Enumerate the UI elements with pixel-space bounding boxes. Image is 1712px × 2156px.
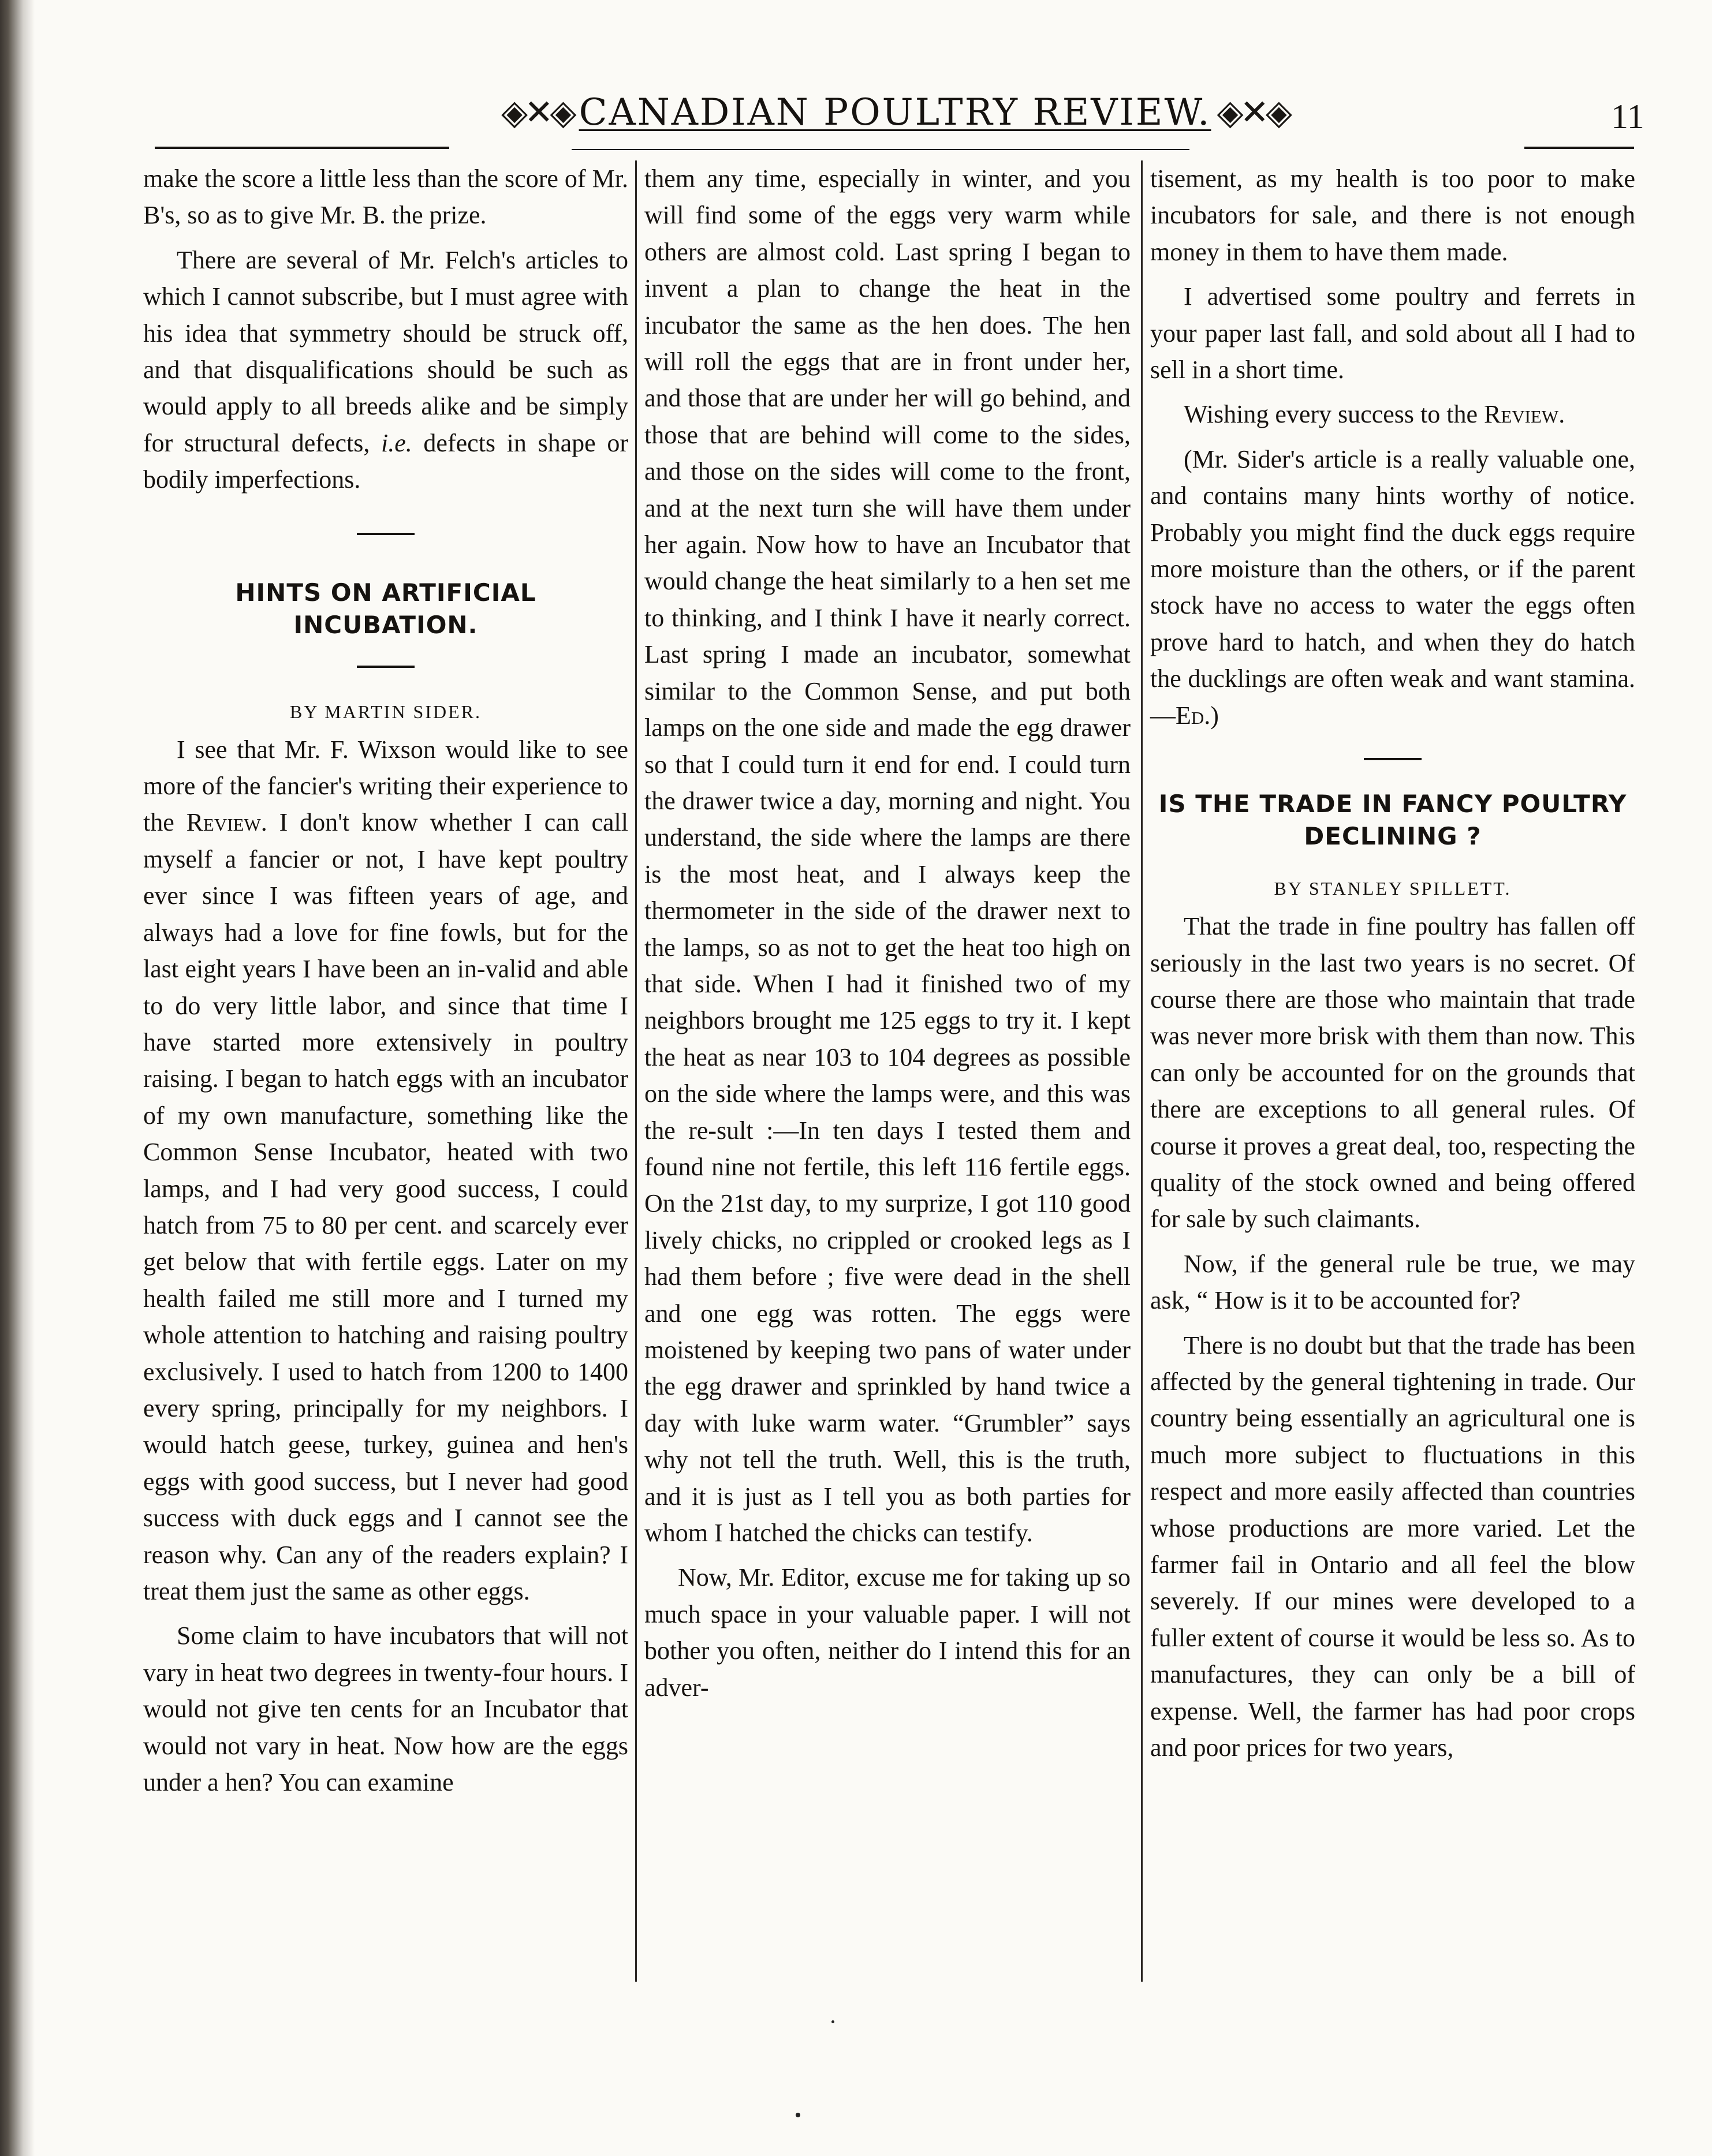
column-3: [1150, 160, 1635, 1774]
byline: BY STANLEY SPILLETT.: [1274, 878, 1512, 899]
paragraph: Some claim to have incubators that will not vary in heat two degrees in twenty-four hours. I would not give ten cents for an Incubator that would not vary in heat. Now how are the eggs under a hen? You can examine: [143, 1621, 628, 1797]
article-heading: IS THE TRADE IN FANCY POULTRY DECLINING ?: [1158, 790, 1627, 851]
paragraph: Now, Mr. Editor, excuse me for taking up so much space in your valuable paper. I will not bother you often, neither do I intend this for an adver-: [644, 1563, 1131, 1702]
paragraph: I see that Mr. F. Wixson would like to see more of the fancier's writing their experience to the Review. I don't know whether I can call myself a fancier or not, I have kept poultry ever since I was fifteen years of age, and always had a love for fine fowls, but for the last eight years I have been an in-valid and able to do very little labor, and since that time I have started more extensively in poultry raising. I began to hatch eggs with an incubator of my own manufacture, something like the Common Sense Incubator, heated with two lamps, and I had very good success, I could hatch from 75 to 80 per cent. and scarcely ever get below that with fertile eggs. Later on my health failed me still more and I turned my whole attention to hatching and raising poultry exclusively. I used to hatch from 1200 to 1400 every spring, principally for my neighbors. I would hatch geese, turkey, guinea and hen's eggs with good success, but I never had good success with duck eggs and I cannot see the reason why. Can any of the readers explain? I treat them just the same as other eggs.: [143, 735, 628, 1605]
section-separator: [357, 533, 415, 535]
column-divider-2: [1141, 160, 1143, 1982]
masthead-header: [501, 81, 1289, 144]
scan-binding-edge: [0, 0, 35, 2156]
header-rule-left: [155, 147, 449, 149]
print-speck: [831, 2020, 834, 2023]
section-separator: [1364, 758, 1422, 760]
article-heading: HINTS ON ARTIFICIAL INCUBATION.: [235, 578, 536, 639]
heading-separator: [357, 666, 415, 668]
header-rule-center: [572, 149, 1189, 150]
left-ornament-icon: ◈✕◈: [501, 94, 573, 132]
masthead-title: CANADIAN POULTRY REVIEW.: [579, 91, 1211, 134]
paragraph: Now, if the general rule be true, we may ask, “ How is it to be accounted for?: [1150, 1249, 1635, 1315]
paragraph: tisement, as my health is too poor to make incubators for sale, and there is not enough money in them to have them made.: [1150, 165, 1635, 266]
paragraph: There is no doubt but that the trade has been affected by the general tightening in trade. Our country being essentially an agricultural one is much more subject to fluctuations in this respect and more easily affected than countries whose productions are more varied. Let the farmer fail in Ontario and all feel the blow severely. If our mines were developed to a fuller extent of course it would be less so. As to manufactures, they can only be a bill of expense. Well, the farmer has had poor crops and poor prices for two years,: [1150, 1331, 1635, 1762]
column-2: [644, 160, 1131, 1714]
paragraph: I advertised some poultry and ferrets in your paper last fall, and sold about all I had to sell in a short time.: [1150, 282, 1635, 384]
editor-note: (Mr. Sider's article is a really valuable one, and contains many hints worthy of notice. Probably you might find the duck eggs require more moisture than the others, or if the parent stock have no access to water the eggs often prove hard to hatch, and when they do hatch the ducklings are often weak and want stamina.—Ed.): [1150, 444, 1635, 730]
paragraph: them any time, especially in winter, and you will find some of the eggs very warm while others are almost cold. Last spring I began to invent a plan to change the heat in the incubator the same as the hen does. The hen will roll the eggs that are in front under her, and those that are under her will go behind, and those that are behind will come to the sides, and those on the sides will come to the front, and at the next turn she will have them under her again. Now how to have an Incubator that would change the heat similarly to a hen set me to thinking, and I think I have it nearly correct. Last spring I made an incubator, somewhat similar to the Common Sense, and put both lamps on the one side and made the egg drawer so that I could turn it end for end. I could turn the drawer twice a day, morning and night. You understand, the side where the lamps are there is the most heat, and I always keep the thermometer in the side of the drawer next to the lamps, so as not to get the heat too high on that side. When I had it finished two of my neighbors brought me 125 eggs to try it. I kept the heat as near 103 to 104 degrees as possible on the side where the lamps were, and this was the re-sult :—In ten days I tested them and found nine not fertile, this left 116 fertile eggs. On the 21st day, to my surprize, I got 110 good lively chicks, no crippled or crooked legs as I had them before ; five were dead in the shell and one egg was rotten. The eggs were moistened by keeping two pans of water under the egg drawer and sprinkled by hand twice a day with luke warm water. “Grumbler” says why not tell the truth. Well, this is the truth, and it is just as I tell you as both parties for whom I hatched the chicks can testify.: [644, 165, 1131, 1548]
right-ornament-icon: ◈✕◈: [1217, 94, 1289, 132]
paragraph: Wishing every success to the Review.: [1184, 400, 1565, 429]
paragraph: make the score a little less than the score of Mr. B's, so as to give Mr. B. the prize.: [143, 165, 628, 230]
paragraph: There are several of Mr. Felch's articles to which I cannot subscribe, but I must agree with his idea that symmetry should be struck off, and that disqualifications should be such as would apply to all breeds alike and be simply for structural defects, i.e. defects in shape or bodily imperfections.: [143, 245, 628, 494]
page-number: 11: [1611, 98, 1644, 136]
paragraph: That the trade in fine poultry has fallen off seriously in the last two years is no secret. Of course there are those who maintain that trade was never more brisk with them than now. This can only be accounted for on the grounds that there are exceptions to all general rules. Of course it proves a great deal, too, respecting the quality of the stock owned and being offered for sale by such claimants.: [1150, 912, 1635, 1234]
byline: BY MARTIN SIDER.: [289, 701, 482, 722]
column-1: [143, 160, 628, 1809]
print-speck: [796, 2113, 800, 2117]
header-rule-right: [1524, 147, 1634, 149]
column-divider-1: [635, 160, 637, 1982]
